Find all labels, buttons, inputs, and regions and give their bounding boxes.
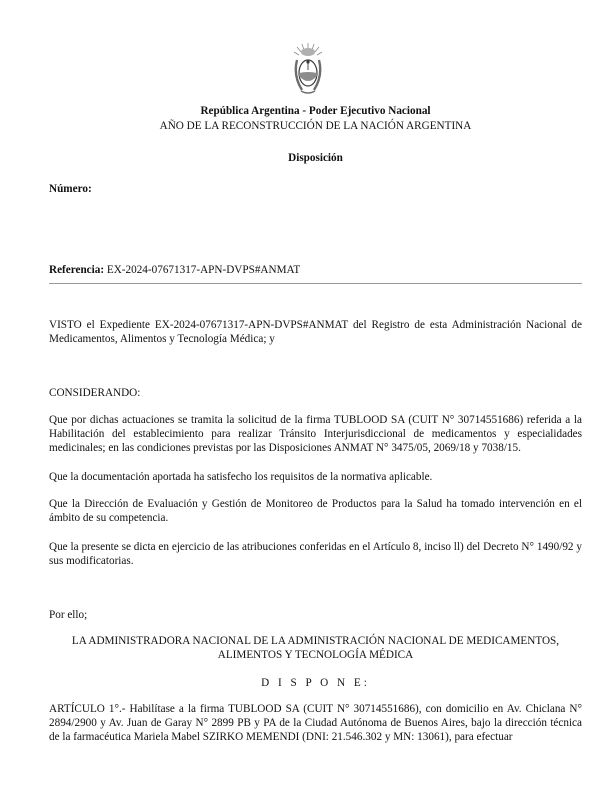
header-divider (49, 283, 582, 284)
authority-line2: ALIMENTOS Y TECNOLOGÍA MÉDICA (217, 649, 414, 661)
articulo-1-paragraph: ARTÍCULO 1°.- Habilítase a la firma TUBLOOD SA (CUIT N° 30714551686), con domicilio en Av. Chiclana N° 2894/2900 y Av. Juan de Garay N° 2899 PB y PA de la Ciudad Autónoma de Buenos Aires, bajo la dirección técnica de la farmacéutica Mariela Mabel SZIRKO MEMENDI (DNI: 21.546.302 y MN: 13061), para efectuar (49, 703, 582, 743)
header-republic: República Argentina - Poder Ejecutivo Nacional (200, 105, 431, 117)
authority-line1: LA ADMINISTRADORA NACIONAL DE LA ADMINISTRACIÓN NACIONAL DE MEDICAMENTOS, (71, 635, 560, 647)
argentina-coat-of-arms-icon (292, 40, 324, 98)
por-ello-text: Por ello; (49, 609, 88, 621)
referencia-value: EX-2024-07671317-APN-DVPS#ANMAT (106, 264, 301, 276)
considerando-paragraph: Que la presente se dicta en ejercicio de las atribuciones conferidas en el Artículo 8, inciso ll) del Decreto N° 1490/92 y sus modificatorias. (49, 541, 582, 567)
numero-label: Número: (49, 183, 92, 195)
considerando-paragraph: Que la documentación aportada ha satisfecho los requisitos de la normativa aplicable. (49, 471, 433, 483)
header-year-motto: AÑO DE LA RECONSTRUCCIÓN DE LA NACIÓN ARGENTINA (159, 120, 472, 132)
visto-paragraph: VISTO el Expediente EX-2024-07671317-APN-DVPS#ANMAT del Registro de esta Administración Nacional de Medicamentos, Alimentos y Tecnología Médica; y (49, 319, 582, 345)
considerando-title: CONSIDERANDO: (49, 387, 141, 399)
considerando-paragraph: Que por dichas actuaciones se tramita la solicitud de la firma TUBLOOD SA (CUIT N° 30714551686) referida a la Habilitación del establecimiento para realizar Tránsito Interjurisdiccional de medicamentos y especialidades medicinales; en las condiciones previstas por las Disposiciones ANMAT N° 3475/05, 2069/18 y 7038/15. (49, 414, 582, 454)
considerando-paragraph: Que la Dirección de Evaluación y Gestión de Monitoreo de Productos para la Salud ha tomado intervención en el ámbito de su competencia. (49, 498, 582, 524)
dispone-heading: D I S P O N E: (261, 677, 370, 689)
referencia-label: Referencia: (49, 264, 105, 276)
referencia-line (49, 263, 582, 277)
document-type-title: Disposición (288, 152, 343, 164)
